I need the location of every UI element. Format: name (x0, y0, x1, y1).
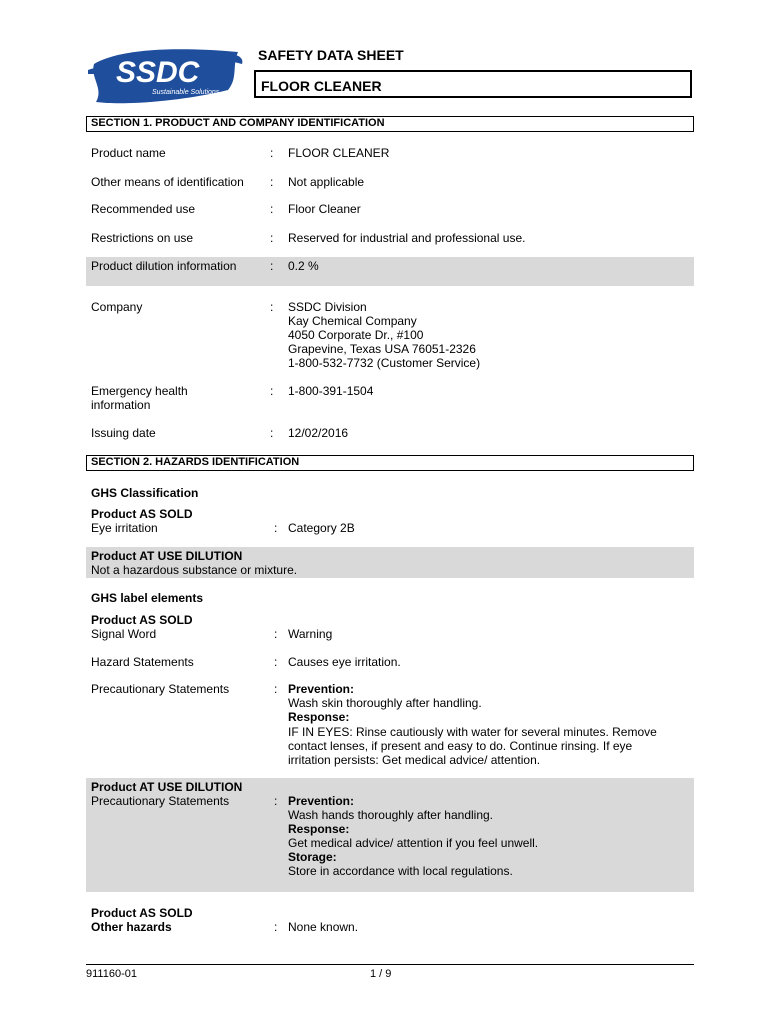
company-line: 1-800-532-7732 (Customer Service) (288, 356, 481, 370)
dilution-label: Product dilution information (91, 259, 237, 273)
other-hazards-value: None known. (288, 920, 359, 934)
prevention-heading: Prevention: (288, 794, 355, 808)
signal-word-value: Warning (288, 627, 333, 641)
prevention-text: Wash skin thoroughly after handling. (288, 696, 482, 710)
product-title-box (254, 70, 692, 98)
product-as-sold-heading: Product AS SOLD (91, 906, 193, 920)
document-title: SAFETY DATA SHEET (258, 47, 404, 63)
colon: : (270, 300, 274, 314)
response-heading: Response: (288, 822, 350, 836)
company-line: Grapevine, Texas USA 76051-2326 (288, 342, 476, 356)
colon: : (270, 259, 274, 273)
ghs-label-elements-heading: GHS label elements (91, 591, 204, 605)
colon: : (270, 202, 274, 216)
colon: : (270, 146, 274, 160)
response-line: IF IN EYES: Rinse cautiously with water for several minutes. Remove (288, 725, 657, 739)
footer-document-code: 911160-01 (86, 968, 137, 980)
footer-divider (86, 964, 694, 965)
section-2-header: SECTION 2. HAZARDS IDENTIFICATION (86, 455, 694, 471)
ghs-classification-heading: GHS Classification (91, 486, 199, 500)
colon: : (274, 794, 278, 808)
storage-heading: Storage: (288, 850, 337, 864)
colon: : (270, 426, 274, 440)
response-line: contact lenses, if present and easy to do. Continue rinsing. If eye (288, 739, 633, 753)
company-line: SSDC Division (288, 300, 367, 314)
response-text: Get medical advice/ attention if you feel unwell. (288, 836, 539, 850)
issuing-date-label: Issuing date (91, 426, 156, 440)
prevention-text: Wash hands thoroughly after handling. (288, 808, 494, 822)
response-line: irritation persists: Get medical advice/ attention. (288, 753, 541, 767)
colon: : (270, 231, 274, 245)
footer-page-number: 1 / 9 (370, 968, 392, 980)
issuing-date-value: 12/02/2016 (288, 426, 349, 440)
dilution-value: 0.2 % (288, 259, 319, 273)
colon: : (274, 682, 278, 696)
product-as-sold-heading: Product AS SOLD (91, 507, 193, 521)
precautionary-label: Precautionary Statements (91, 682, 230, 696)
company-line: 4050 Corporate Dr., #100 (288, 328, 424, 342)
logo-tagline: Sustainable Solutions (152, 89, 220, 96)
product-name-label: Product name (91, 146, 166, 160)
storage-text: Store in accordance with local regulations. (288, 864, 513, 878)
product-name-value: FLOOR CLEANER (288, 146, 390, 160)
restrictions-label: Restrictions on use (91, 231, 194, 245)
colon: : (274, 920, 278, 934)
product-at-use-heading: Product AT USE DILUTION (91, 780, 243, 794)
restrictions-value: Reserved for industrial and professional use. (288, 231, 526, 245)
prevention-heading: Prevention: (288, 682, 355, 696)
precautionary-label: Precautionary Statements (91, 794, 230, 808)
other-hazards-label: Other hazards (91, 920, 172, 934)
ssdc-logo (88, 44, 244, 108)
emergency-label: Emergency health (91, 384, 188, 398)
eye-irritation-label: Eye irritation (91, 521, 158, 535)
colon: : (270, 175, 274, 189)
logo-text: SSDC (116, 56, 200, 89)
hazard-statements-value: Causes eye irritation. (288, 655, 401, 669)
product-title: FLOOR CLEANER (261, 78, 382, 94)
other-means-label: Other means of identification (91, 175, 244, 189)
colon: : (274, 521, 278, 535)
not-hazardous-text: Not a hazardous substance or mixture. (91, 563, 298, 577)
emergency-value: 1-800-391-1504 (288, 384, 374, 398)
response-heading: Response: (288, 710, 350, 724)
product-at-use-heading: Product AT USE DILUTION (91, 549, 243, 563)
product-as-sold-heading: Product AS SOLD (91, 613, 193, 627)
hazard-statements-label: Hazard Statements (91, 655, 194, 669)
colon: : (274, 655, 278, 669)
section-1-header: SECTION 1. PRODUCT AND COMPANY IDENTIFICATION (86, 116, 694, 132)
colon: : (270, 384, 274, 398)
colon: : (274, 627, 278, 641)
recommended-use-label: Recommended use (91, 202, 196, 216)
company-line: Kay Chemical Company (288, 314, 417, 328)
signal-word-label: Signal Word (91, 627, 157, 641)
other-means-value: Not applicable (288, 175, 365, 189)
company-label: Company (91, 300, 143, 314)
eye-irritation-value: Category 2B (288, 521, 355, 535)
recommended-use-value: Floor Cleaner (288, 202, 361, 216)
emergency-label: information (91, 398, 151, 412)
